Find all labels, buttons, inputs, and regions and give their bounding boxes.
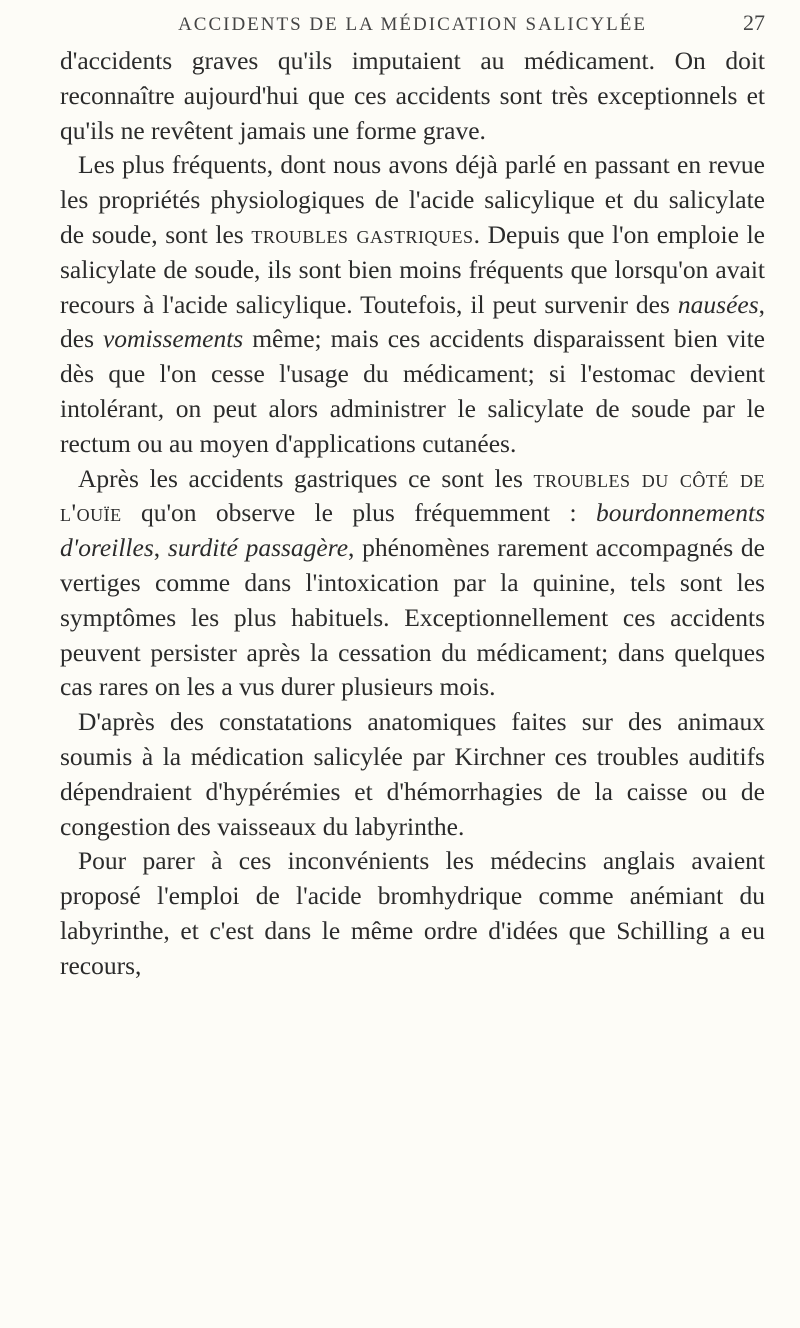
term-vomissements: vomissements xyxy=(102,324,244,354)
paragraph-2-text-a: Les plus fréquents, dont nous avons déjà parlé en passant en revue les propriétés physiologiques de l'acide salicylique et du salicylate de soude, sont les xyxy=(60,150,765,249)
term-surdite: surdité passagère xyxy=(167,533,349,563)
page-number: 27 xyxy=(743,10,765,35)
paragraph-3-text-d: , phénomènes rarement accompagnés de vertiges comme dans l'intoxication par la quinine, tels sont les symptômes les plus habituels. Exceptionnellement ces accidents peuvent persister après la cessation du médicament; dans quelques cas rares on les a vus durer plusieurs mois. xyxy=(60,533,765,702)
paragraph-3-text-a: Après les accidents gastriques ce sont les xyxy=(78,463,534,493)
paragraph-1: d'accidents graves qu'ils imputaient au médicament. On doit reconnaître aujourd'hui que ces accidents sont très exceptionnels et qu'ils ne revêtent jamais une forme grave. xyxy=(60,46,765,145)
paragraph-2-text-b: . Depuis que l'on emploie le salicylate de soude, ils sont bien moins fréquents que lorsqu'on avait recours à l'acide salicylique. Toutefois, il peut survenir des xyxy=(60,219,765,319)
paragraph-2 xyxy=(60,148,765,461)
paragraph-5: Pour parer à ces inconvénients les médecins anglais avaient proposé l'emploi de l'acide bromhydrique comme anémiant du labyrinthe, et c'est dans le même ordre d'idées que Schilling a eu recours, xyxy=(60,846,765,980)
paragraph-2-text-d: même; mais ces accidents disparaissent bien vite dès que l'on cesse l'usage du médicament; si l'estomac devient intolérant, on peut alors administrer le salicylate de soude par le rectum ou au moyen d'applications cutanées. xyxy=(60,324,765,458)
body-text xyxy=(60,44,765,984)
running-head xyxy=(60,10,765,40)
term-bourdonnements: bourdonnements d'oreilles xyxy=(60,498,765,563)
paragraph-3 xyxy=(60,462,765,706)
paragraph-3-text-c: , xyxy=(153,533,168,563)
term-nausees: nausées xyxy=(677,289,759,319)
term-troubles-ouie: troubles du côté de l'ouïe xyxy=(60,463,765,528)
term-troubles-gastriques: troubles gastriques xyxy=(251,219,474,249)
running-title: ACCIDENTS DE LA MÉDICATION SALICYLÉE xyxy=(178,14,647,35)
paragraph-3-text-b: qu'on observe le plus fréquemment : xyxy=(121,498,596,528)
paragraph-2-text-c: , des xyxy=(60,289,765,354)
paragraph-4: D'après des constatations anatomiques faites sur des animaux soumis à la médication salicylée par Kirchner ces troubles auditifs dépendraient d'hypérémies et d'hémorrhagies de la caisse ou de congestion des vaisseaux du labyrinthe. xyxy=(60,707,765,841)
